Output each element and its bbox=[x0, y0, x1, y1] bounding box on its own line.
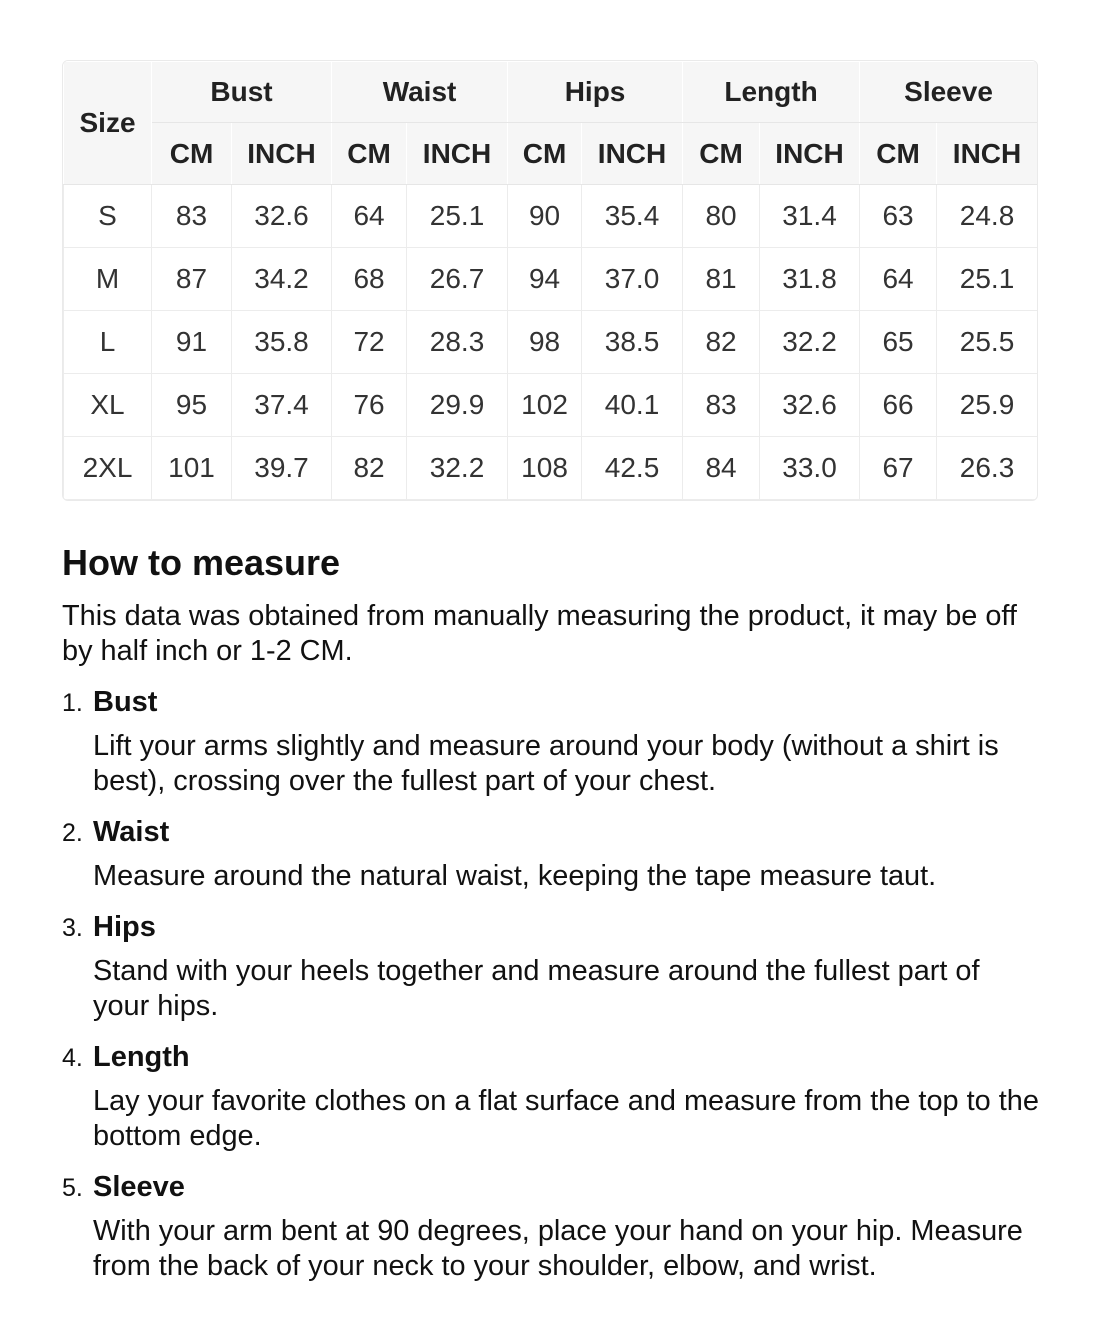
step-heading bbox=[62, 685, 1040, 721]
size-cell: M bbox=[64, 248, 152, 311]
unit-header-waist-inch: INCH bbox=[407, 123, 508, 185]
unit-header-hips-inch: INCH bbox=[582, 123, 683, 185]
measurement-cell: 26.3 bbox=[937, 437, 1038, 500]
measurement-cell: 35.4 bbox=[582, 185, 683, 248]
measurement-cell: 25.1 bbox=[937, 248, 1038, 311]
measurement-cell: 38.5 bbox=[582, 311, 683, 374]
unit-header-sleeve-cm: CM bbox=[860, 123, 937, 185]
table-row-xl bbox=[64, 374, 1038, 437]
measure-step-sleeve bbox=[62, 1170, 1040, 1284]
size-corner-header: Size bbox=[64, 62, 152, 185]
measurement-cell: 95 bbox=[152, 374, 232, 437]
measurement-cell: 33.0 bbox=[760, 437, 860, 500]
measurement-cell: 84 bbox=[683, 437, 760, 500]
measurement-cell: 26.7 bbox=[407, 248, 508, 311]
group-header-hips: Hips bbox=[508, 62, 683, 123]
measurement-cell: 24.8 bbox=[937, 185, 1038, 248]
measurement-cell: 83 bbox=[152, 185, 232, 248]
measurement-cell: 65 bbox=[860, 311, 937, 374]
measurement-cell: 64 bbox=[332, 185, 407, 248]
step-description: Measure around the natural waist, keeping the tape measure taut. bbox=[93, 860, 937, 892]
table-row-2xl bbox=[64, 437, 1038, 500]
measurement-cell: 63 bbox=[860, 185, 937, 248]
measurement-cell: 80 bbox=[683, 185, 760, 248]
group-header-waist: Waist bbox=[332, 62, 508, 123]
unit-header-sleeve-inch: INCH bbox=[937, 123, 1038, 185]
measurement-cell: 94 bbox=[508, 248, 582, 311]
step-number: 1. bbox=[62, 689, 83, 717]
measurement-cell: 25.1 bbox=[407, 185, 508, 248]
measure-step-bust bbox=[62, 685, 1040, 799]
measurement-cell: 32.2 bbox=[407, 437, 508, 500]
measurement-cell: 32.6 bbox=[232, 185, 332, 248]
measurement-cell: 98 bbox=[508, 311, 582, 374]
step-term: Bust bbox=[93, 686, 158, 718]
measurement-cell: 29.9 bbox=[407, 374, 508, 437]
measurement-cell: 39.7 bbox=[232, 437, 332, 500]
measure-step-length bbox=[62, 1040, 1040, 1154]
measurement-cell: 28.3 bbox=[407, 311, 508, 374]
table-row-l bbox=[64, 311, 1038, 374]
step-number: 2. bbox=[62, 819, 83, 847]
measure-step-waist bbox=[62, 815, 1040, 894]
size-cell: L bbox=[64, 311, 152, 374]
step-term: Sleeve bbox=[93, 1171, 185, 1203]
measurement-cell: 32.2 bbox=[760, 311, 860, 374]
step-term: Waist bbox=[93, 816, 170, 848]
measurement-cell: 31.4 bbox=[760, 185, 860, 248]
measurement-cell: 25.5 bbox=[937, 311, 1038, 374]
measurement-cell: 37.0 bbox=[582, 248, 683, 311]
measurement-cell: 34.2 bbox=[232, 248, 332, 311]
unit-header-length-inch: INCH bbox=[760, 123, 860, 185]
step-term: Length bbox=[93, 1041, 190, 1073]
unit-header-waist-cm: CM bbox=[332, 123, 407, 185]
measurement-cell: 66 bbox=[860, 374, 937, 437]
measurement-cell: 32.6 bbox=[760, 374, 860, 437]
step-description: Stand with your heels together and measure around the fullest part of your hips. bbox=[93, 955, 980, 1022]
size-cell: XL bbox=[64, 374, 152, 437]
measurement-cell: 68 bbox=[332, 248, 407, 311]
measurement-cell: 83 bbox=[683, 374, 760, 437]
step-heading bbox=[62, 910, 1040, 946]
measure-step-hips bbox=[62, 910, 1040, 1024]
measurement-cell: 31.8 bbox=[760, 248, 860, 311]
measurement-cell: 72 bbox=[332, 311, 407, 374]
step-heading bbox=[62, 1040, 1040, 1076]
measurement-cell: 102 bbox=[508, 374, 582, 437]
measurement-cell: 25.9 bbox=[937, 374, 1038, 437]
measurement-cell: 76 bbox=[332, 374, 407, 437]
group-header-length: Length bbox=[683, 62, 860, 123]
measurement-cell: 82 bbox=[332, 437, 407, 500]
measurement-cell: 67 bbox=[860, 437, 937, 500]
size-chart-table bbox=[63, 61, 1038, 500]
step-number: 3. bbox=[62, 914, 83, 942]
unit-header-bust-cm: CM bbox=[152, 123, 232, 185]
table-unit-header-row bbox=[64, 123, 1038, 185]
group-header-sleeve: Sleeve bbox=[860, 62, 1038, 123]
measurement-cell: 108 bbox=[508, 437, 582, 500]
unit-header-hips-cm: CM bbox=[508, 123, 582, 185]
measurement-cell: 37.4 bbox=[232, 374, 332, 437]
step-heading bbox=[62, 815, 1040, 851]
measurement-cell: 40.1 bbox=[582, 374, 683, 437]
measurement-cell: 64 bbox=[860, 248, 937, 311]
size-cell: 2XL bbox=[64, 437, 152, 500]
table-row-s bbox=[64, 185, 1038, 248]
step-description: Lay your favorite clothes on a flat surface and measure from the top to the bottom edge. bbox=[93, 1085, 1039, 1152]
step-description: With your arm bent at 90 degrees, place your hand on your hip. Measure from the back of your neck to your shoulder, elbow, and wrist. bbox=[93, 1215, 1023, 1282]
step-heading bbox=[62, 1170, 1040, 1206]
step-number: 4. bbox=[62, 1044, 83, 1072]
measurement-cell: 101 bbox=[152, 437, 232, 500]
size-cell: S bbox=[64, 185, 152, 248]
measurement-cell: 87 bbox=[152, 248, 232, 311]
measure-steps-list bbox=[62, 685, 1040, 1284]
how-to-measure-heading: How to measure bbox=[62, 542, 341, 583]
measurement-cell: 81 bbox=[683, 248, 760, 311]
measurement-cell: 82 bbox=[683, 311, 760, 374]
size-chart-table-wrapper bbox=[62, 60, 1038, 501]
table-group-header-row bbox=[64, 62, 1038, 123]
step-number: 5. bbox=[62, 1174, 83, 1202]
measurement-cell: 42.5 bbox=[582, 437, 683, 500]
step-description: Lift your arms slightly and measure around your body (without a shirt is best), crossing over the fullest part of your chest. bbox=[93, 730, 999, 797]
unit-header-bust-inch: INCH bbox=[232, 123, 332, 185]
measurement-cell: 35.8 bbox=[232, 311, 332, 374]
step-term: Hips bbox=[93, 911, 156, 943]
measurement-cell: 91 bbox=[152, 311, 232, 374]
unit-header-length-cm: CM bbox=[683, 123, 760, 185]
group-header-bust: Bust bbox=[152, 62, 332, 123]
measurement-cell: 90 bbox=[508, 185, 582, 248]
measure-disclaimer-text: This data was obtained from manually measuring the product, it may be off by half inch or 1-2 CM. bbox=[62, 600, 1017, 667]
table-row-m bbox=[64, 248, 1038, 311]
